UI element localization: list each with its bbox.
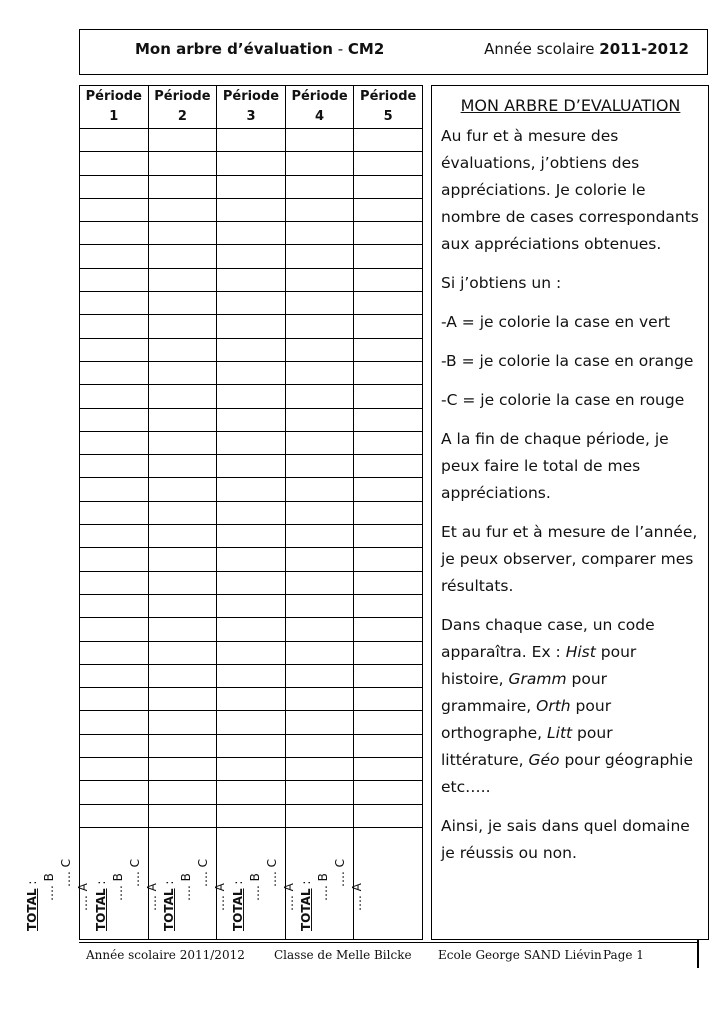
grid-cell[interactable] — [148, 525, 217, 548]
grid-row — [80, 664, 423, 687]
grid-cell[interactable] — [285, 315, 354, 338]
grid-cell[interactable] — [285, 268, 354, 291]
grid-cell[interactable] — [217, 455, 286, 478]
grid-cell[interactable] — [217, 431, 286, 454]
p8-text-6: pour géographie etc….. — [441, 751, 693, 796]
grid-cell[interactable] — [217, 338, 286, 361]
grid-row — [80, 338, 423, 361]
grid-cell[interactable] — [217, 711, 286, 734]
grid-cell[interactable] — [80, 129, 149, 152]
grid-cell[interactable] — [354, 455, 423, 478]
grid-cell[interactable] — [354, 315, 423, 338]
grid-cell[interactable] — [148, 548, 217, 571]
grid-cell[interactable] — [217, 175, 286, 198]
p8-text-4: pour orthographe, — [441, 697, 612, 742]
total-a: …. A — [281, 883, 296, 911]
total-label: TOTAL — [230, 888, 245, 931]
grid-cell[interactable] — [217, 781, 286, 804]
period-number: 3 — [246, 109, 256, 124]
grid-row — [80, 129, 423, 152]
grid-row — [80, 781, 423, 804]
total-summary — [230, 841, 298, 931]
grid-row — [80, 758, 423, 781]
total-summary — [93, 841, 161, 931]
grid-cell[interactable] — [217, 315, 286, 338]
period-number: 2 — [177, 109, 187, 124]
instructions-p2: Si j’obtiens un : — [441, 274, 562, 292]
p8-text-2: pour histoire, — [441, 643, 637, 688]
grid-cell[interactable] — [285, 525, 354, 548]
grid-row — [80, 268, 423, 291]
page-header — [79, 29, 708, 75]
grid-row — [80, 501, 423, 524]
grid-cell[interactable] — [354, 571, 423, 594]
instructions-box — [431, 85, 709, 940]
evaluation-grid — [25, 85, 423, 940]
grid-cell[interactable] — [80, 385, 149, 408]
grid-cell[interactable] — [80, 152, 149, 175]
grid-cell[interactable] — [80, 338, 149, 361]
grid-cell[interactable] — [148, 664, 217, 687]
instructions-p6: A la fin de chaque période, je peux faire le total de mes appréciations. — [441, 430, 669, 502]
total-colon: : — [25, 880, 39, 889]
total-a: …. A — [144, 883, 159, 911]
p8-text-5: pour littérature, — [441, 724, 613, 769]
footer-page: Page 1 — [603, 948, 644, 962]
grid-cell[interactable] — [285, 338, 354, 361]
grid-cell[interactable] — [80, 361, 149, 384]
grid-cell[interactable] — [217, 478, 286, 501]
grid-cell[interactable] — [148, 781, 217, 804]
grid-cell[interactable] — [148, 315, 217, 338]
total-label: TOTAL — [25, 888, 39, 931]
total-c: …. C — [127, 858, 142, 887]
grid-cell[interactable] — [80, 641, 149, 664]
footer-school: Ecole George SAND Liévin — [438, 948, 602, 962]
grid-cell[interactable] — [285, 198, 354, 221]
grid-cell[interactable] — [354, 152, 423, 175]
grid-cell[interactable] — [217, 688, 286, 711]
grid-row — [80, 734, 423, 757]
grid-row — [80, 455, 423, 478]
grid-row — [80, 152, 423, 175]
grid-cell[interactable] — [217, 245, 286, 268]
title-prefix: Mon arbre d’évaluation — [135, 40, 333, 58]
instructions-p4: -B = je colorie la case en orange — [441, 352, 694, 370]
grid-cell[interactable] — [217, 758, 286, 781]
grid-cell[interactable] — [285, 548, 354, 571]
grid-cell[interactable] — [285, 571, 354, 594]
footer-rule — [79, 942, 697, 943]
grid-cell[interactable] — [80, 315, 149, 338]
grid-cell[interactable] — [285, 758, 354, 781]
grid-row — [80, 688, 423, 711]
grid-cell[interactable] — [354, 758, 423, 781]
instructions-p1: Au fur et à mesure des évaluations, j’obtiens des appréciations. Je colorie le nombre de cases correspondants aux appréciations obtenues. — [441, 127, 699, 253]
grid-cell[interactable] — [80, 222, 149, 245]
grid-cell[interactable] — [217, 664, 286, 687]
grid-cell[interactable] — [80, 758, 149, 781]
grid-cell[interactable] — [80, 734, 149, 757]
grid-cell[interactable] — [354, 292, 423, 315]
total-line — [230, 841, 247, 931]
grid-row — [80, 711, 423, 734]
page-title — [135, 40, 384, 58]
grid-cell[interactable] — [80, 804, 149, 827]
instructions-p5: -C = je colorie la case en rouge — [441, 391, 685, 409]
total-a: …. A — [213, 883, 228, 911]
grid-cell[interactable] — [80, 501, 149, 524]
grid-cell[interactable] — [148, 245, 217, 268]
school-year-label: Année scolaire — [484, 40, 600, 58]
instructions-title: MON ARBRE D’EVALUATION — [460, 96, 681, 115]
grid-cell[interactable] — [148, 501, 217, 524]
p8-code-hist: Hist — [565, 643, 596, 661]
grid-cell[interactable] — [285, 175, 354, 198]
grid-cell[interactable] — [217, 408, 286, 431]
grid-cell[interactable] — [217, 222, 286, 245]
grid-cell[interactable] — [217, 361, 286, 384]
grid-cell[interactable] — [217, 385, 286, 408]
grid-cell[interactable] — [80, 292, 149, 315]
grid-cell[interactable] — [217, 571, 286, 594]
total-b: …. B — [247, 873, 262, 901]
footer-class: Classe de Melle Bilcke — [274, 948, 412, 962]
grid-cell[interactable] — [285, 734, 354, 757]
grid-row — [80, 525, 423, 548]
grid-cell[interactable] — [217, 804, 286, 827]
grid-cell[interactable] — [354, 361, 423, 384]
grid-row — [80, 222, 423, 245]
grid-cell[interactable] — [80, 455, 149, 478]
p8-code-litt: Litt — [547, 724, 573, 742]
grid-cell[interactable] — [354, 245, 423, 268]
grid-cell[interactable] — [148, 198, 217, 221]
grid-cell[interactable] — [285, 152, 354, 175]
instructions-p8 — [441, 612, 700, 801]
total-label: TOTAL — [299, 888, 314, 931]
grid-cell[interactable] — [148, 292, 217, 315]
instructions-p9: Ainsi, je sais dans quel domaine je réussis ou non. — [441, 817, 690, 862]
grid-row — [80, 385, 423, 408]
total-summary — [298, 841, 366, 931]
grid-cell[interactable] — [148, 268, 217, 291]
grid-cell[interactable] — [217, 129, 286, 152]
period-number: 4 — [315, 109, 325, 124]
grid-row — [80, 292, 423, 315]
grid-cell[interactable] — [285, 129, 354, 152]
grid-cell[interactable] — [148, 641, 217, 664]
grid-cell[interactable] — [354, 804, 423, 827]
grid-cell[interactable] — [148, 804, 217, 827]
grid-cell[interactable] — [285, 408, 354, 431]
grid-row — [80, 641, 423, 664]
grid-cell[interactable] — [354, 525, 423, 548]
grid-cell[interactable] — [354, 222, 423, 245]
grid-cell[interactable] — [80, 198, 149, 221]
footer-year: Année scolaire 2011/2012 — [86, 948, 245, 962]
p8-code-geo: Géo — [528, 751, 560, 769]
grid-cell[interactable] — [217, 292, 286, 315]
grid-cell[interactable] — [80, 478, 149, 501]
grid-cell[interactable] — [285, 292, 354, 315]
grid-cell[interactable] — [285, 618, 354, 641]
grid-cell[interactable] — [354, 688, 423, 711]
total-colon: : — [93, 880, 108, 889]
period-number: 1 — [109, 109, 119, 124]
grid-cell[interactable] — [354, 338, 423, 361]
grid-cell[interactable] — [285, 431, 354, 454]
total-c: …. C — [196, 858, 211, 887]
grid-cell[interactable] — [80, 781, 149, 804]
grid-cell[interactable] — [354, 594, 423, 617]
grid-cell[interactable] — [285, 711, 354, 734]
grid-cell[interactable] — [80, 664, 149, 687]
grid-cell[interactable] — [354, 664, 423, 687]
grid-cell[interactable] — [148, 478, 217, 501]
grid-cell[interactable] — [217, 641, 286, 664]
grid-cell[interactable] — [148, 688, 217, 711]
total-line — [161, 841, 178, 931]
grid-cell[interactable] — [148, 385, 217, 408]
grid-cell[interactable] — [80, 268, 149, 291]
grid-cell[interactable] — [285, 781, 354, 804]
instructions-p3: -A = je colorie la case en vert — [441, 313, 671, 331]
grid-cell[interactable] — [285, 245, 354, 268]
grid-cell[interactable] — [354, 548, 423, 571]
period-header-3 — [217, 86, 286, 129]
grid-cell[interactable] — [148, 571, 217, 594]
period-word: Période — [291, 89, 348, 104]
grid-cell[interactable] — [354, 734, 423, 757]
grid-cell[interactable] — [285, 455, 354, 478]
grid-cell[interactable] — [148, 222, 217, 245]
period-word: Période — [85, 89, 142, 104]
grid-cell[interactable] — [80, 688, 149, 711]
period-word: Période — [154, 89, 211, 104]
grid-row — [80, 315, 423, 338]
title-separator: - — [332, 40, 348, 58]
period-word: Période — [222, 89, 280, 104]
total-summary — [161, 841, 229, 931]
grid-cell[interactable] — [285, 501, 354, 524]
total-c: …. C — [333, 858, 348, 887]
grid-cell[interactable] — [354, 781, 423, 804]
grid-row — [80, 361, 423, 384]
grid-row — [80, 478, 423, 501]
grid-cell[interactable] — [354, 408, 423, 431]
grid-cell[interactable] — [148, 361, 217, 384]
total-line — [93, 841, 110, 931]
grid-row — [80, 571, 423, 594]
grid-cell[interactable] — [217, 594, 286, 617]
grid-row — [80, 175, 423, 198]
grid-cell[interactable] — [217, 501, 286, 524]
grid-cell[interactable] — [285, 664, 354, 687]
grid-cell[interactable] — [148, 431, 217, 454]
grid-cell[interactable] — [80, 548, 149, 571]
total-label: TOTAL — [93, 888, 108, 931]
school-year — [484, 40, 689, 58]
total-cell-5[interactable] — [299, 827, 423, 939]
grid-row — [80, 804, 423, 827]
totals-row — [80, 827, 423, 939]
school-year-value: 2011-2012 — [599, 40, 689, 58]
total-c: …. C — [264, 858, 279, 887]
grid-cell[interactable] — [148, 338, 217, 361]
grid-cell[interactable] — [148, 455, 217, 478]
grid-cell[interactable] — [80, 245, 149, 268]
grid-cell[interactable] — [148, 175, 217, 198]
grid-cell[interactable] — [80, 618, 149, 641]
grid-cell[interactable] — [354, 268, 423, 291]
total-colon: : — [299, 880, 314, 889]
grid-cell[interactable] — [285, 594, 354, 617]
grid-cell[interactable] — [80, 711, 149, 734]
grid-cell[interactable] — [80, 431, 149, 454]
grid-cell[interactable] — [217, 198, 286, 221]
p8-code-orth: Orth — [536, 697, 571, 715]
grid-row — [80, 618, 423, 641]
grid-cell[interactable] — [217, 268, 286, 291]
total-line — [24, 841, 41, 931]
total-c: …. C — [59, 858, 73, 887]
grid-cell[interactable] — [80, 525, 149, 548]
grid-cell[interactable] — [354, 711, 423, 734]
total-a: …. A — [76, 883, 90, 911]
grid-cell[interactable] — [148, 618, 217, 641]
total-a: …. A — [350, 883, 365, 911]
period-word: Période — [360, 89, 417, 104]
grid-cell[interactable] — [217, 734, 286, 757]
grid-cell[interactable] — [354, 478, 423, 501]
grid-cell[interactable] — [354, 385, 423, 408]
total-b: …. B — [179, 873, 194, 901]
total-colon: : — [162, 880, 177, 889]
grid-row — [80, 594, 423, 617]
instructions-p7: Et au fur et à mesure de l’année, je peux observer, comparer mes résultats. — [441, 523, 698, 595]
grid-cell[interactable] — [148, 711, 217, 734]
grid-cell[interactable] — [285, 688, 354, 711]
period-header-1 — [80, 86, 149, 129]
grid-cell[interactable] — [285, 641, 354, 664]
grid-cell[interactable] — [80, 594, 149, 617]
grid-row — [80, 408, 423, 431]
grid-cell[interactable] — [285, 478, 354, 501]
grid-cell[interactable] — [217, 152, 286, 175]
total-summary — [24, 841, 92, 931]
grid-cell[interactable] — [354, 431, 423, 454]
grid-cell[interactable] — [285, 385, 354, 408]
grid-row — [80, 245, 423, 268]
grid-cell[interactable] — [148, 152, 217, 175]
grid-cell[interactable] — [148, 129, 217, 152]
grid-row — [80, 431, 423, 454]
grid-cell[interactable] — [217, 525, 286, 548]
total-b: …. B — [110, 873, 125, 901]
grid-cell[interactable] — [80, 571, 149, 594]
total-colon: : — [230, 880, 245, 889]
total-label: TOTAL — [162, 888, 177, 931]
grid-cell[interactable] — [285, 222, 354, 245]
grid-cell[interactable] — [148, 594, 217, 617]
period-header-2 — [148, 86, 217, 129]
grid-cell[interactable] — [148, 734, 217, 757]
total-line — [298, 841, 315, 931]
grid-cell[interactable] — [354, 129, 423, 152]
grid-row — [80, 198, 423, 221]
title-class: CM2 — [347, 40, 385, 58]
grid-cell[interactable] — [354, 618, 423, 641]
p8-text-3: pour grammaire, — [441, 670, 608, 715]
period-header-5 — [354, 86, 423, 129]
grid-cell[interactable] — [148, 408, 217, 431]
period-number: 5 — [383, 109, 393, 124]
grid-cell[interactable] — [354, 175, 423, 198]
period-header-4 — [285, 86, 354, 129]
grid-cell[interactable] — [285, 804, 354, 827]
grid-row — [80, 548, 423, 571]
grid-cell[interactable] — [148, 758, 217, 781]
total-b: …. B — [42, 873, 56, 901]
grid-cell[interactable] — [354, 641, 423, 664]
p8-text-1: Dans chaque case, un code apparaîtra. Ex : — [441, 616, 655, 661]
grid-cell[interactable] — [217, 618, 286, 641]
total-b: …. B — [316, 873, 331, 901]
grid-cell[interactable] — [354, 501, 423, 524]
grid-cell[interactable] — [80, 175, 149, 198]
grid-cell[interactable] — [285, 361, 354, 384]
p8-code-gramm: Gramm — [508, 670, 567, 688]
grid-cell[interactable] — [354, 198, 423, 221]
grid-cell[interactable] — [217, 548, 286, 571]
grid-cell[interactable] — [80, 408, 149, 431]
